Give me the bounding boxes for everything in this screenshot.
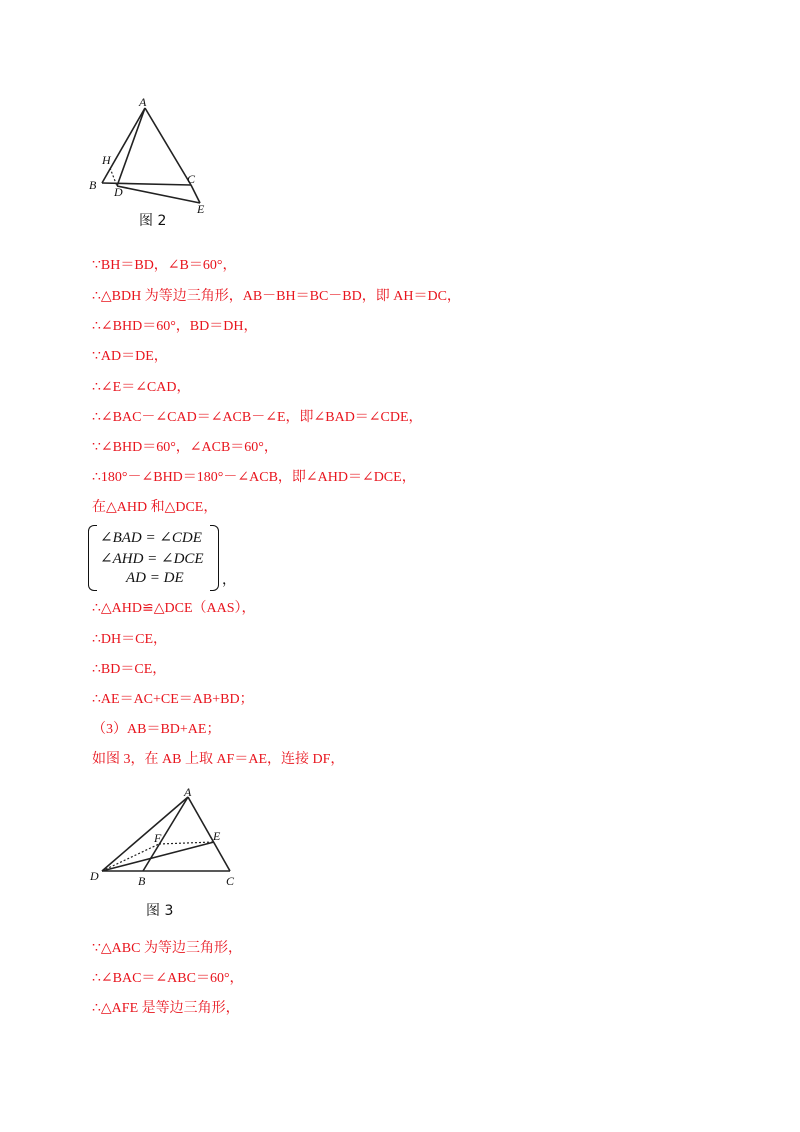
proof-line: ∴∠BAC－∠CAD＝∠ACB－∠E，即∠BAD＝∠CDE，: [92, 410, 423, 425]
proof-line: ∵∠BHD＝60°，∠ACB＝60°，: [92, 440, 278, 455]
proof-line: ∴△AHD≌△DCE（AAS），: [92, 601, 256, 616]
proof-line: ∴BD＝CE，: [92, 662, 167, 677]
left-brace: [88, 525, 97, 591]
proof-line: ∴∠E＝∠CAD，: [92, 380, 191, 395]
label-d: D: [114, 185, 123, 199]
figure-3: [88, 782, 248, 892]
label-e: E: [197, 202, 205, 216]
proof-line: ∴△AFE 是等边三角形，: [92, 1001, 240, 1016]
equation-system: [88, 525, 236, 591]
proof-line: ∴180°－∠BHD＝180°－∠ACB，即∠AHD＝∠DCE，: [92, 470, 416, 485]
system-row: ∠AHD = ∠DCE: [100, 551, 204, 567]
label-d: D: [90, 869, 99, 883]
figure-2-caption: 图 2: [139, 213, 167, 229]
label-b: B: [138, 874, 146, 888]
proof-line: ∴∠BAC＝∠ABC＝60°，: [92, 971, 244, 986]
label-c: C: [226, 874, 235, 888]
proof-line: 在△AHD 和△DCE，: [92, 500, 218, 515]
label-f: F: [154, 831, 162, 845]
label-b: B: [89, 178, 97, 192]
proof-line: （3）AB＝BD+AE；: [92, 722, 221, 737]
figure-3-caption: 图 3: [146, 903, 174, 919]
proof-line: ∴DH＝CE，: [92, 632, 168, 647]
system-suffix: ，: [222, 572, 236, 588]
proof-line: ∴△BDH 为等边三角形，AB－BH＝BC－BD，即 AH＝DC，: [92, 289, 461, 304]
proof-line: 如图 3，在 AB 上取 AF＝AE，连接 DF，: [92, 752, 345, 767]
system-row: ∠BAD = ∠CDE: [100, 530, 202, 546]
figure-3-diagram: [88, 782, 248, 892]
label-h: H: [102, 153, 111, 167]
label-a: A: [139, 95, 147, 109]
proof-line: ∵BH＝BD，∠B＝60°，: [92, 258, 237, 273]
label-a: A: [184, 785, 192, 799]
system-row: AD = DE: [126, 570, 184, 586]
proof-line: ∵△ABC 为等边三角形，: [92, 941, 242, 956]
proof-line: ∵AD＝DE，: [92, 349, 168, 364]
proof-line: ∴∠BHD＝60°，BD＝DH，: [92, 319, 258, 334]
proof-line: ∴AE＝AC+CE＝AB+BD；: [92, 692, 254, 707]
label-e: E: [213, 829, 221, 843]
label-c: C: [187, 172, 196, 186]
right-brace: [210, 525, 219, 591]
